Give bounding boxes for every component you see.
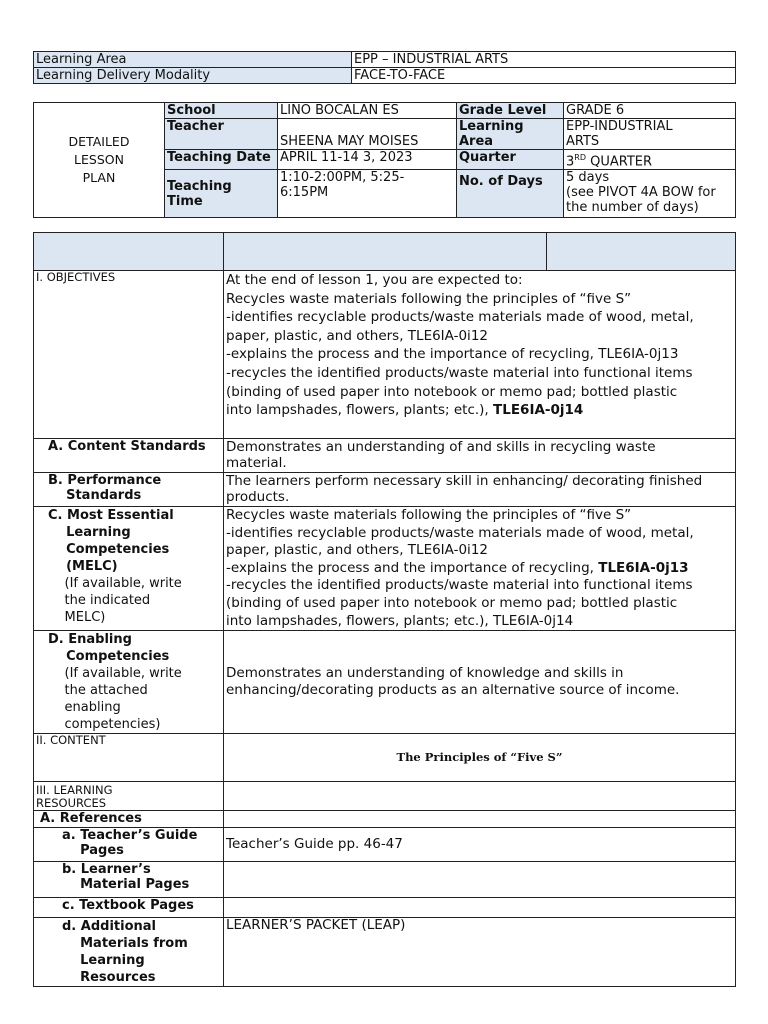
school-label: School: [165, 103, 278, 119]
textbook-pages-label: c. Textbook Pages: [34, 898, 224, 918]
teaching-time-value: 1:10-2:00PM, 5:25- 6:15PM: [278, 170, 457, 218]
learners-material-text: [224, 862, 736, 898]
objectives-code: TLE6IA-0j14: [493, 402, 584, 419]
grade-level-value: GRADE 6: [564, 103, 736, 119]
plan-header-col-1: [34, 233, 224, 271]
additional-materials-label: d. Additional Materials from Learning Resources: [34, 918, 224, 987]
objectives-label: I. OBJECTIVES: [34, 271, 224, 439]
enabling-label-cell: [34, 631, 224, 734]
teaching-date-label: Teaching Date: [165, 150, 278, 170]
top-table: [33, 51, 736, 84]
teacher-label: Teacher: [165, 119, 278, 150]
quarter-label: Quarter: [457, 150, 564, 170]
melc-label: C. Most Essential Learning Competencies (MELC): [48, 508, 174, 574]
delivery-modality-value: FACE-TO-FACE: [352, 68, 736, 84]
performance-standards-label: B. Performance Standards: [34, 473, 224, 507]
enabling-label: D. Enabling Competencies: [48, 632, 170, 665]
references-value: [224, 811, 736, 828]
additional-materials-text: LEARNER’S PACKET (LEAP): [224, 918, 736, 987]
delivery-modality-label: Learning Delivery Modality: [34, 68, 352, 84]
learning-resources-value: [224, 782, 736, 811]
no-of-days-value: 5 days (see PIVOT 4A BOW for the number of days): [564, 170, 736, 218]
learning-area-label: Learning Area: [34, 52, 352, 68]
melc-note: (If available, write the indicated MELC): [64, 576, 182, 625]
melc-label-cell: [34, 507, 224, 631]
school-value: LINO BOCALAN ES: [278, 103, 457, 119]
teacher-value: SHEENA MAY MOISES: [278, 119, 457, 150]
teaching-date-value: APRIL 11-14 3, 2023: [278, 150, 457, 170]
plan-header-col-3: [547, 233, 736, 271]
objectives-text: At the end of lesson 1, you are expected to: Recycles waste materials following the principles of “five S” -identifies recyclable products/waste materials made of wood, metal, paper, plastic, and others, TLE6IA-0i12 -explains the process and the importance of recycling, TLE6IA-0j13 -recycles the identified products/waste material into functional items (binding of used paper into notebook or memo pad; bottled plastic into lampshades, flowers, plants; etc.), TLE6IA-0j14: [224, 271, 736, 439]
references-label: A. References: [34, 811, 224, 828]
learners-material-label: b. Learner’s Material Pages: [34, 862, 224, 898]
textbook-pages-text: [224, 898, 736, 918]
teaching-time-label: Teaching Time: [165, 170, 278, 218]
melc-text: Recycles waste materials following the principles of “five S” -identifies recyclable products/waste materials made of wood, metal, paper, plastic, and others, TLE6IA-0i12 -explains the process and the importance of recycling, TLE6IA-0j13 -recycles the identified products/waste material into functional items (binding of used paper into notebook or memo pad; bottled plastic into lampshades, flowers, plants; etc.), TLE6IA-0j14: [224, 507, 736, 631]
plan-table: [33, 232, 736, 987]
info-table: [33, 102, 736, 218]
learning-area-info-label: Learning Area: [457, 119, 564, 150]
teachers-guide-text: Teacher’s Guide pp. 46-47: [224, 828, 736, 862]
content-standards-text: Demonstrates an understanding of and skills in recycling waste material.: [224, 439, 736, 473]
teachers-guide-label: a. Teacher’s Guide Pages: [34, 828, 224, 862]
content-text: The Principles of “Five S”: [224, 734, 736, 782]
performance-standards-text: The learners perform necessary skill in enhancing/ decorating finished products.: [224, 473, 736, 507]
quarter-value: 3RD QUARTER: [564, 150, 736, 170]
grade-level-label: Grade Level: [457, 103, 564, 119]
enabling-text: Demonstrates an understanding of knowledge and skills in enhancing/decorating products as an alternative source of income.: [224, 631, 736, 734]
no-of-days-label: No. of Days: [457, 170, 564, 218]
melc-code: TLE6IA-0j13: [598, 559, 689, 576]
learning-area-info-value: EPP-INDUSTRIAL ARTS: [564, 119, 736, 150]
content-standards-label: A. Content Standards: [34, 439, 224, 473]
enabling-note: (If available, write the attached enabling competencies): [64, 666, 182, 733]
learning-resources-label: III. LEARNING RESOURCES: [34, 782, 224, 811]
learning-area-value: EPP – INDUSTRIAL ARTS: [352, 52, 736, 68]
plan-header-col-2: [224, 233, 547, 271]
content-label: II. CONTENT: [34, 734, 224, 782]
dlp-title: DETAILED LESSON PLAN: [34, 103, 165, 218]
